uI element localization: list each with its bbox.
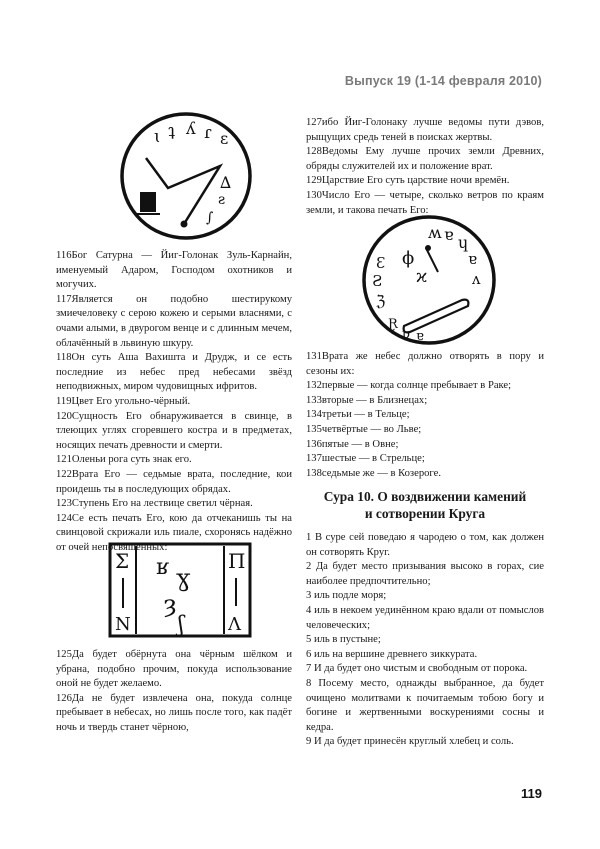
verse-128: 128Ведомы Ему лучше прочих земли Древних, обряды служителей их и положение врат. xyxy=(306,146,544,172)
svg-text:ɾ: ɾ xyxy=(204,123,212,143)
sura-heading xyxy=(306,488,544,522)
verse-136: 136пятые — в Овне; xyxy=(306,438,399,450)
verse-124: 124Се есть печать Его, кою да отчеканишь ты на свинцовой скрижали иль пиале, схоронясь надёжно от очей непосвящённых: xyxy=(56,512,292,553)
sura-verse-1: 1 В суре сей поведаю я чародею о том, как должен он сотворять Круг. xyxy=(306,532,544,558)
left-column-verses-bottom xyxy=(56,648,292,736)
svg-text:Ɛ: Ɛ xyxy=(376,254,386,272)
svg-text:ʎ: ʎ xyxy=(186,119,196,139)
verse-130: 130Число Его — четыре, сколько ветров по краям земли, и такова печать Его: xyxy=(306,189,544,216)
svg-text:Π: Π xyxy=(228,549,246,573)
sura-verse-7: 7 И да будет оно чистым и свободным от порока. xyxy=(306,663,528,675)
svg-text:ɐ: ɐ xyxy=(444,225,454,244)
verse-135: 135четвёртые — во Льве; xyxy=(306,423,422,435)
svg-text:ʃ: ʃ xyxy=(178,613,184,638)
verse-126: 126Да не будет извлечена она, покуда солнце пребывает в небесах, но лишь после того, как падёт ночь и твердь станет чёрною, xyxy=(56,692,292,733)
verse-116: 116Бог Сатурна — Йиг-Голонак Зуль-Карнайн, именуемый Адаром, Господом охотников и могучих. xyxy=(56,250,292,291)
verse-134: 134третьи — в Тельце; xyxy=(306,409,410,421)
svg-text:Ƨ: Ƨ xyxy=(372,272,383,290)
verse-138: 138седьмые же — в Козероге. xyxy=(306,467,441,479)
svg-text:ʌ: ʌ xyxy=(472,270,481,288)
left-column-verses xyxy=(56,249,292,555)
sura-verse-5: 5 иль в пустыне; xyxy=(306,634,381,646)
lead-tablet-seal-figure xyxy=(106,540,254,640)
right-column-verses-mid xyxy=(306,350,544,481)
svg-text:ɣ: ɣ xyxy=(176,564,191,592)
sura-verse-2: 2 Да будет место призывания высоко в горах, сие наиболее предпочтительно; xyxy=(306,561,544,587)
svg-text:ϰ: ϰ xyxy=(416,266,428,287)
saturn-seal-figure xyxy=(116,108,256,244)
svg-text:Σ: Σ xyxy=(115,549,130,573)
svg-text:ʁ: ʁ xyxy=(156,555,169,580)
verse-127: 127ибо Йиг-Голонаку лучше ведомы пути дэвов, рыщущих средь теней в поисках жертвы. xyxy=(306,117,544,143)
verse-131: 131Врата же небес должно отворять в пору и сезоны их: xyxy=(306,351,544,377)
page-number: 119 xyxy=(521,786,542,801)
svg-text:Λ: Λ xyxy=(228,614,241,635)
verse-122: 122Врата Его — седьмые врата, последние, кои проидешь ты в последующих обрядах. xyxy=(56,468,292,495)
verse-117: 117Является он подобно шестирукому змиечеловеку с серою кожею и серыми власнями, с очами алыми, в двурогом венце и с длинным мечем, облачённый в львиную шкуру. xyxy=(56,293,292,349)
svg-text:ʍ: ʍ xyxy=(428,223,442,242)
sura-verse-9: 9 И да будет принесён круглый хлебец и соль. xyxy=(306,736,514,748)
verse-137: 137шестые — в Стрельце; xyxy=(306,453,425,465)
verse-119: 119Цвет Его угольно-чёрный. xyxy=(56,395,191,407)
svg-text:ɐ: ɐ xyxy=(416,329,424,344)
svg-text:∫: ∫ xyxy=(206,210,214,226)
sura-verse-8: 8 Посему место, однажды выбранное, да будет очищено молитвами к почитаемым тобою богу и богине и жертвенными воскурениями сосны и кедра. xyxy=(306,677,544,733)
svg-text:ɥ: ɥ xyxy=(458,233,469,252)
svg-text:ɩ: ɩ xyxy=(154,127,161,147)
sura-verses xyxy=(306,531,544,750)
verse-120: 120Сущность Его обнаруживается в свинце, в тлеющих углях сгоревшего костра и в предметах, носящих печать древности и смерти. xyxy=(56,410,292,451)
svg-text:ɐ: ɐ xyxy=(468,250,477,268)
svg-text:ɛ: ɛ xyxy=(220,129,229,148)
sura-title-line2: и сотворении Круга xyxy=(364,506,486,521)
verse-118: 118Он суть Аша Вахишта и Друдж, и се есть последние из небес пред небесами звёзд неподвижных, миром чудовищных ифритов. xyxy=(56,352,292,393)
night-seal-figure xyxy=(358,212,500,348)
sura-title-line1: Сура 10. О воздвижении камений xyxy=(323,489,527,504)
sura-verse-3: 3 иль подле моря; xyxy=(306,590,387,602)
svg-text:ϕ: ϕ xyxy=(402,248,415,269)
svg-text:ʋ: ʋ xyxy=(402,327,410,342)
issue-header: Выпуск 19 (1-14 февраля 2010) xyxy=(344,74,542,88)
svg-text:N: N xyxy=(115,614,131,635)
svg-text:Ɽ: Ɽ xyxy=(388,317,398,332)
right-column-verses-top xyxy=(306,116,544,218)
verse-125: 125Да будет обёрнута она чёрным шёлком и убрана, подобно прочим, покуда использование оной не будет желаемо. xyxy=(56,649,292,690)
sura-verse-6: 6 иль на вершине древнего зиккурата. xyxy=(306,648,478,660)
verse-133: 133вторые — в Близнецах; xyxy=(306,394,428,406)
svg-text:ʇ: ʇ xyxy=(168,121,175,141)
verse-129: 129Царствие Его суть царствие ночи времён. xyxy=(306,175,510,187)
sura-verse-4: 4 иль в некоем уединённом краю вдали от помыслов человеческих; xyxy=(306,604,544,631)
verse-123: 123Ступень Его на лествице светил чёрная. xyxy=(56,498,253,510)
verse-121: 121Оленьи рога суть знак его. xyxy=(56,454,192,466)
verse-132: 132первые — когда солнце пребывает в Раке; xyxy=(306,380,512,392)
svg-text:ȝ: ȝ xyxy=(164,590,177,618)
svg-text:ƨ: ƨ xyxy=(218,192,226,208)
svg-text:ℨ: ℨ xyxy=(376,292,386,310)
svg-text:∆: ∆ xyxy=(220,173,232,192)
